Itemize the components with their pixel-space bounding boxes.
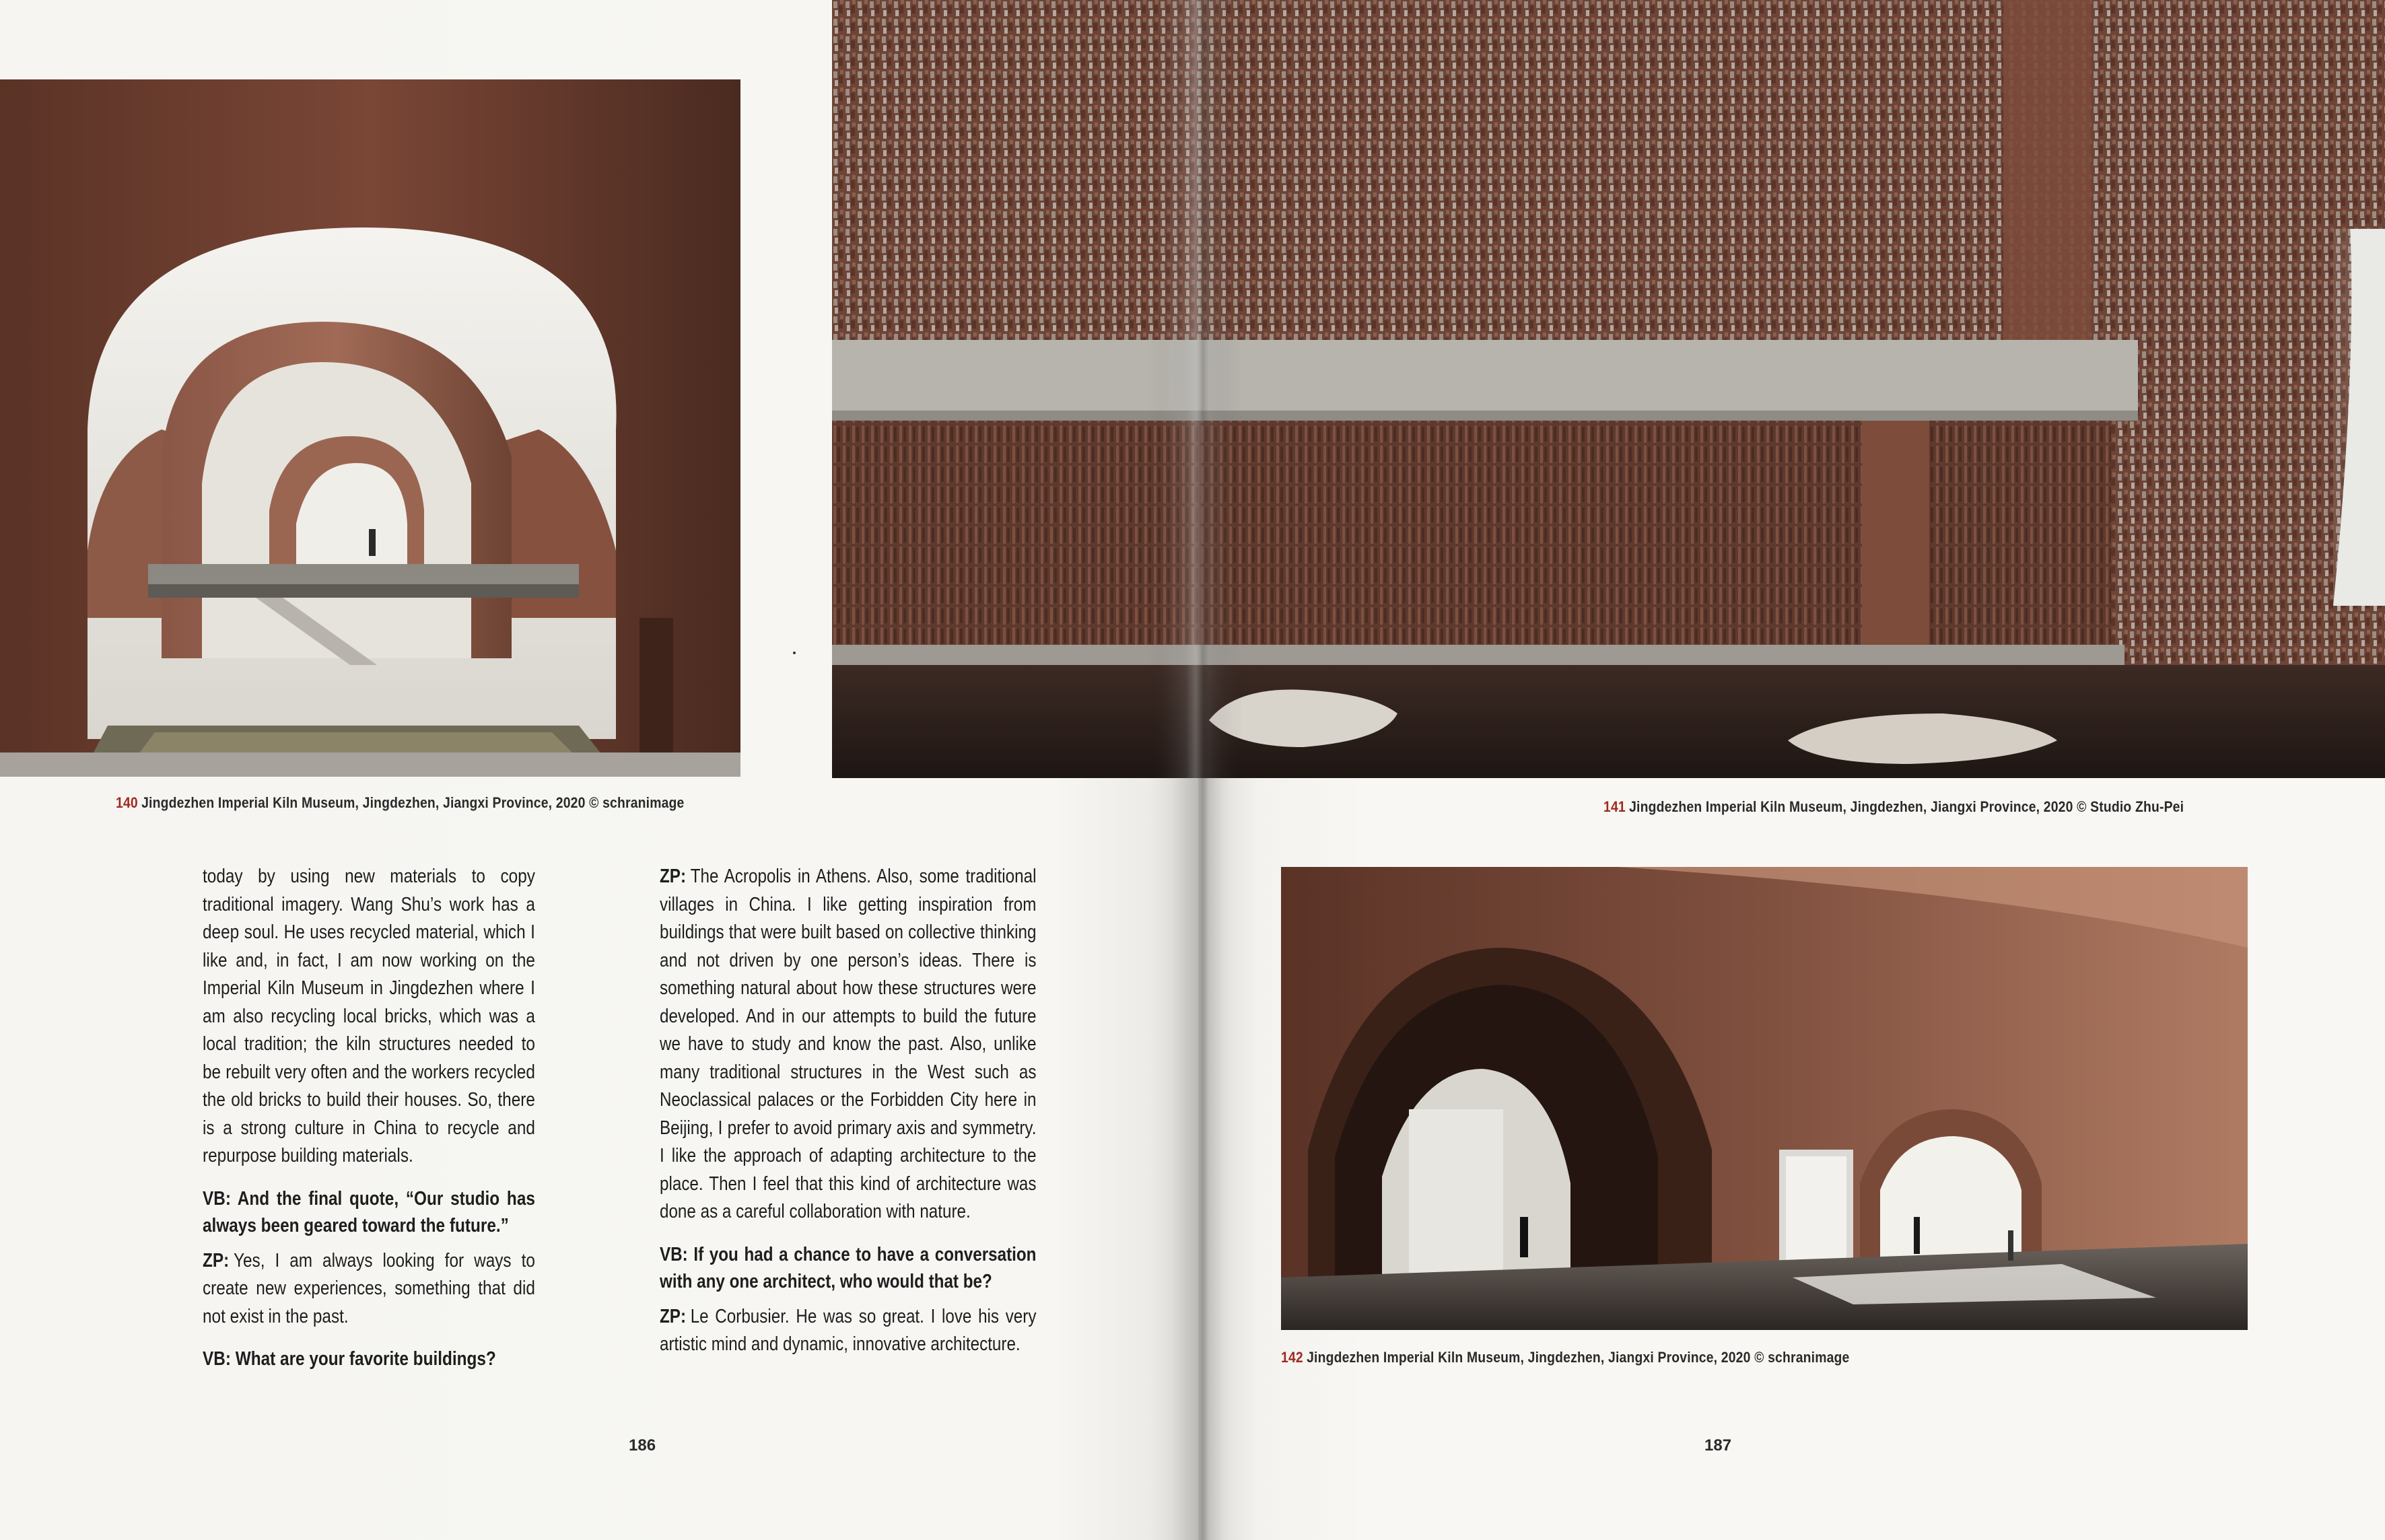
answer-text: Yes, I am always looking for ways to create new experiences, something that did not exist in the past. <box>203 1249 535 1327</box>
question-architect: VB: If you had a chance to have a conversation with any one architect, who would that be? <box>660 1243 1037 1292</box>
answer-architect <box>660 1303 1036 1359</box>
page-number-right: 187 <box>1704 1436 1732 1455</box>
print-speck <box>793 652 796 654</box>
text-column-right <box>660 863 1087 1359</box>
figure-141-photo <box>832 0 2385 778</box>
figure-142-number: 142 <box>1281 1349 1303 1366</box>
figure-140-caption <box>116 794 684 812</box>
figure-140-photo <box>0 79 740 777</box>
figure-141-number: 141 <box>1603 798 1626 815</box>
figure-142-caption <box>1281 1349 1849 1366</box>
figure-140-caption-text: Jingdezhen Imperial Kiln Museum, Jingdezhen, Jiangxi Province, 2020 © schranimage <box>141 794 685 811</box>
question-final-quote: VB: And the final quote, “Our studio has always been geared toward the future.” <box>203 1187 535 1236</box>
answer-text: The Acropolis in Athens. Also, some traditional villages in China. I like getting inspiration from buildings that were built based on collective thinking and not driven by one person’s ideas. There is something natural about how these structures were developed. And in our attempts to build the future we have to study and know the past. Also, unlike many traditional structures in the West such as Neoclassical palaces or the Forbidden City here in Beijing, I prefer to avoid primary axis and symmetry. I like the approach of adapting architecture to the place. Then I feel that this kind of architecture was done as a careful collaboration with nature. <box>660 866 1037 1222</box>
answer-text: Le Corbusier. He was so great. I love his very artistic mind and dynamic, innovative architecture. <box>660 1305 1037 1355</box>
page-number-left: 186 <box>629 1436 656 1455</box>
answer-final-quote <box>203 1247 535 1331</box>
answer-favorite-buildings <box>660 863 1036 1226</box>
figure-142-caption-text: Jingdezhen Imperial Kiln Museum, Jingdezhen, Jiangxi Province, 2020 © schranimage <box>1307 1349 1850 1366</box>
figure-141-caption <box>1603 798 2184 816</box>
speaker-label: ZP: <box>660 1305 687 1327</box>
question-favorite-buildings: VB: What are your favorite buildings? <box>203 1348 496 1370</box>
figure-142-photo <box>1281 867 2248 1330</box>
gutter-shadow <box>1171 0 1232 1540</box>
figure-141-caption-text: Jingdezhen Imperial Kiln Museum, Jingdezhen, Jiangxi Province, 2020 © Studio Zhu-Pei <box>1629 798 2184 815</box>
text-column-left <box>203 863 535 1372</box>
paragraph-continued: today by using new materials to copy traditional imagery. Wang Shu’s work has a deep soul. He uses recycled material, which I like and, in fact, I am now working on the Imperial Kiln Museum in Jingdezhen where I am also recycling local bricks, which was a local tradition; the kiln structures needed to be rebuilt very often and the workers recycled the old bricks to build their houses. So, there is a strong culture in China to recycle and repurpose building materials. <box>203 866 535 1166</box>
speaker-label: ZP: <box>203 1249 230 1271</box>
figure-140-number: 140 <box>116 794 138 811</box>
speaker-label: ZP: <box>660 866 687 887</box>
